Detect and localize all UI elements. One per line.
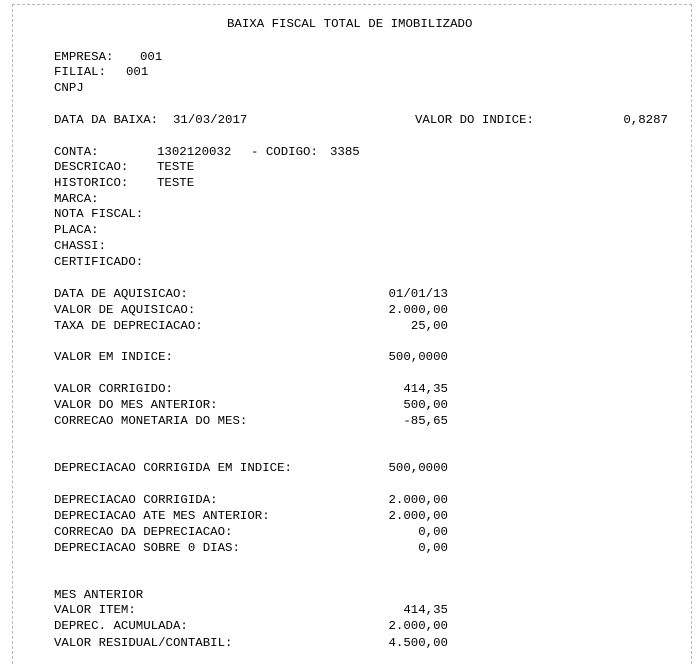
historico-value: TESTE	[157, 176, 195, 190]
filial-label: FILIAL:	[54, 65, 107, 79]
historico-label: HISTORICO:	[54, 176, 129, 190]
depr-ate-mes-value: 2.000,00	[388, 509, 448, 523]
valor-mes-anterior-label: VALOR DO MES ANTERIOR:	[54, 398, 218, 412]
valor-corrigido-value: 414,35	[403, 382, 448, 396]
depr-corrigida-label: DEPRECIACAO CORRIGIDA:	[54, 493, 218, 507]
descricao-label: DESCRICAO:	[54, 160, 129, 174]
codigo-value: 3385	[330, 145, 360, 159]
valor-mes-anterior-value: 500,00	[403, 398, 448, 412]
codigo-label: - CODIGO:	[251, 145, 318, 159]
data-aquisicao-value: 01/01/13	[388, 287, 448, 301]
depr-sobre-dias-value: 0,00	[418, 541, 448, 555]
taxa-depreciacao-value: 25,00	[410, 319, 448, 333]
deprec-acumulada-value: 2.000,00	[388, 619, 448, 633]
filial-value: 001	[126, 65, 149, 79]
taxa-depreciacao-label: TAXA DE DEPRECIACAO:	[54, 319, 203, 333]
depr-ate-mes-label: DEPRECIACAO ATE MES ANTERIOR:	[54, 509, 270, 523]
correcao-depr-label: CORRECAO DA DEPRECIACAO:	[54, 525, 233, 539]
correcao-depr-value: 0,00	[418, 525, 448, 539]
correcao-monetaria-value: -85,65	[403, 414, 448, 428]
data-aquisicao-label: DATA DE AQUISICAO:	[54, 287, 188, 301]
correcao-monetaria-label: CORRECAO MONETARIA DO MES:	[54, 414, 248, 428]
valor-indice-value: 0,8287	[623, 113, 668, 127]
valor-em-indice-value: 500,0000	[388, 350, 448, 364]
valor-item-value: 414,35	[403, 603, 448, 617]
depr-sobre-dias-label: DEPRECIACAO SOBRE 0 DIAS:	[54, 541, 240, 555]
mes-anterior-label: MES ANTERIOR	[54, 588, 144, 602]
valor-item-label: VALOR ITEM:	[54, 603, 136, 617]
cnpj-label: CNPJ	[54, 81, 84, 95]
empresa-label: EMPRESA:	[54, 50, 114, 64]
report-title: BAIXA FISCAL TOTAL DE IMOBILIZADO	[227, 17, 473, 31]
conta-value: 1302120032	[157, 145, 232, 159]
valor-aquisicao-value: 2.000,00	[388, 303, 448, 317]
valor-indice-label: VALOR DO INDICE:	[415, 113, 534, 127]
deprec-acumulada-label: DEPREC. ACUMULADA:	[54, 619, 188, 633]
nota-fiscal-label: NOTA FISCAL:	[54, 207, 144, 221]
certificado-label: CERTIFICADO:	[54, 255, 144, 269]
valor-em-indice-label: VALOR EM INDICE:	[54, 350, 173, 364]
data-baixa-value: 31/03/2017	[173, 113, 248, 127]
valor-aquisicao-label: VALOR DE AQUISICAO:	[54, 303, 196, 317]
valor-residual-label: VALOR RESIDUAL/CONTABIL:	[54, 636, 233, 650]
valor-corrigido-label: VALOR CORRIGIDO:	[54, 382, 173, 396]
descricao-value: TESTE	[157, 160, 195, 174]
marca-label: MARCA:	[54, 192, 99, 206]
report-page	[12, 4, 692, 664]
depr-corrigida-indice-value: 500,0000	[388, 461, 448, 475]
depr-corrigida-value: 2.000,00	[388, 493, 448, 507]
data-baixa-label: DATA DA BAIXA:	[54, 113, 159, 127]
placa-label: PLACA:	[54, 223, 99, 237]
empresa-value: 001	[140, 50, 163, 64]
valor-residual-value: 4.500,00	[388, 636, 448, 650]
depr-corrigida-indice-label: DEPRECIACAO CORRIGIDA EM INDICE:	[54, 461, 292, 475]
conta-label: CONTA:	[54, 145, 99, 159]
chassi-label: CHASSI:	[54, 239, 107, 253]
